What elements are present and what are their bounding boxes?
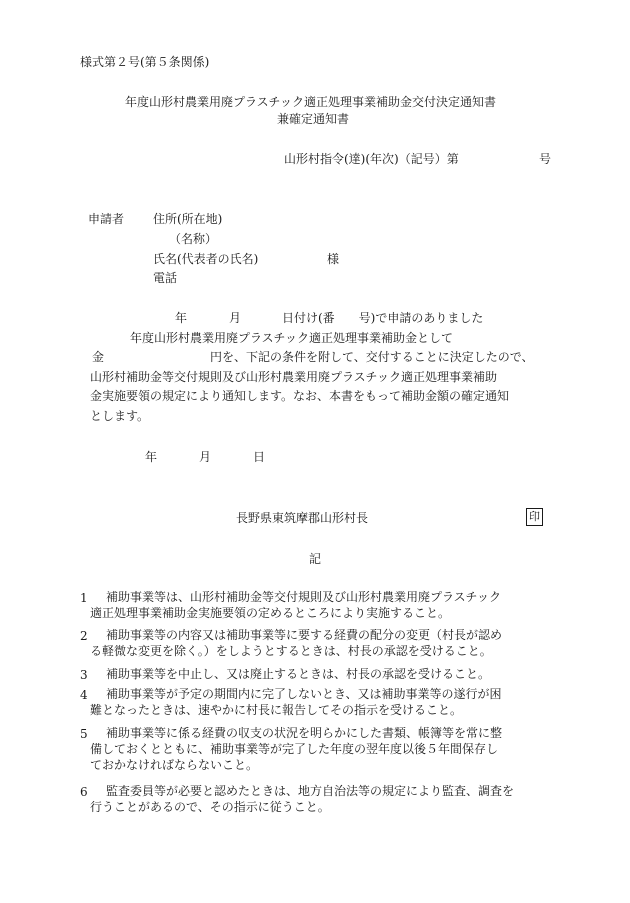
condition-item (80, 627, 556, 659)
reference-suffix: 号 (539, 152, 552, 166)
condition-line: 難となったときは、速やかに村長に報告してその指示を受けること。 (90, 703, 463, 717)
condition-line: 備しておくとともに、補助事業等が完了した年度の翌年度以後５年間保存し (90, 742, 499, 756)
condition-item (80, 589, 556, 621)
body-line-6: とします。 (90, 409, 150, 423)
condition-number: 1 (80, 591, 88, 605)
condition-line: ておかなければならないこと。 (90, 758, 259, 772)
body-year: 年 (175, 311, 188, 325)
condition-item (80, 725, 556, 773)
condition-number: 5 (80, 727, 88, 741)
applicant-honorific: 様 (327, 252, 340, 266)
body-line-4: 山形村補助金等交付規則及び山形村農業用廃プラスチック適正処理事業補助 (90, 370, 498, 384)
condition-line: 補助事業等は、山形村補助金等交付規則及び山形村農業用廃プラスチック (106, 590, 502, 604)
applicant-representative: 氏名(代表者の氏名) (153, 252, 259, 266)
reference-prefix: 山形村指令(達)(年次)（記号）第 (284, 152, 459, 166)
condition-line: 適正処理事業補助金実施要領の定めるところにより実施すること。 (90, 606, 451, 620)
condition-line: る軽微な変更を除く。）をしようとするときは、村長の承認を受けること。 (90, 644, 492, 658)
body-month: 月 (229, 311, 242, 325)
body-kin: 金 (92, 350, 105, 364)
condition-line: 補助事業等の内容又は補助事業等に要する経費の配分の変更（村長が認め (106, 628, 503, 642)
seal-mark: 印 (526, 508, 543, 526)
applicant-address: 住所(所在地) (153, 212, 223, 226)
condition-number: 4 (80, 688, 88, 702)
date-month: 月 (199, 450, 212, 464)
title-line-2: 兼確定通知書 (277, 112, 350, 126)
date-day: 日 (253, 450, 266, 464)
condition-line: 補助事業等が予定の期間内に完了しないとき、又は補助事業等の遂行が困 (106, 687, 502, 701)
form-label: 様式第２号(第５条関係) (80, 55, 210, 69)
condition-number: 2 (80, 629, 88, 643)
applicant-name: （名称） (169, 232, 218, 246)
applicant-phone: 電話 (153, 271, 178, 285)
applicant-label: 申請者 (88, 212, 125, 226)
condition-item (80, 686, 556, 718)
body-line-2: 年度山形村農業用廃プラスチック適正処理事業補助金として (130, 331, 454, 345)
condition-line: 行うことがあるので、その指示に従うこと。 (90, 800, 330, 814)
issuer: 長野県東筑摩郡山形村長 (236, 511, 369, 525)
body-line-1: 日付け(番 号)で申請のありました (282, 311, 484, 325)
condition-number: 6 (80, 785, 88, 799)
condition-line: 補助事業等を中止し、又は廃止するときは、村長の承認を受けること。 (106, 667, 491, 681)
ki-heading: 記 (309, 552, 322, 566)
body-line-5: 金実施要領の規定により通知します。なお、本書をもって補助金額の確定通知 (90, 389, 510, 403)
condition-item (80, 783, 556, 815)
condition-line: 補助事業等に係る経費の収支の状況を明らかにした書類、帳簿等を常に整 (106, 726, 503, 740)
body-line-3: 円を、下記の条件を附して、交付することに決定したので、 (210, 350, 534, 364)
condition-item (80, 666, 556, 682)
date-year: 年 (145, 450, 158, 464)
title-line-1: 年度山形村農業用廃プラスチック適正処理事業補助金交付決定通知書 (125, 95, 497, 109)
condition-number: 3 (80, 668, 88, 682)
condition-line: 監査委員等が必要と認めたときは、地方自治法等の規定により監査、調査を (106, 784, 515, 798)
